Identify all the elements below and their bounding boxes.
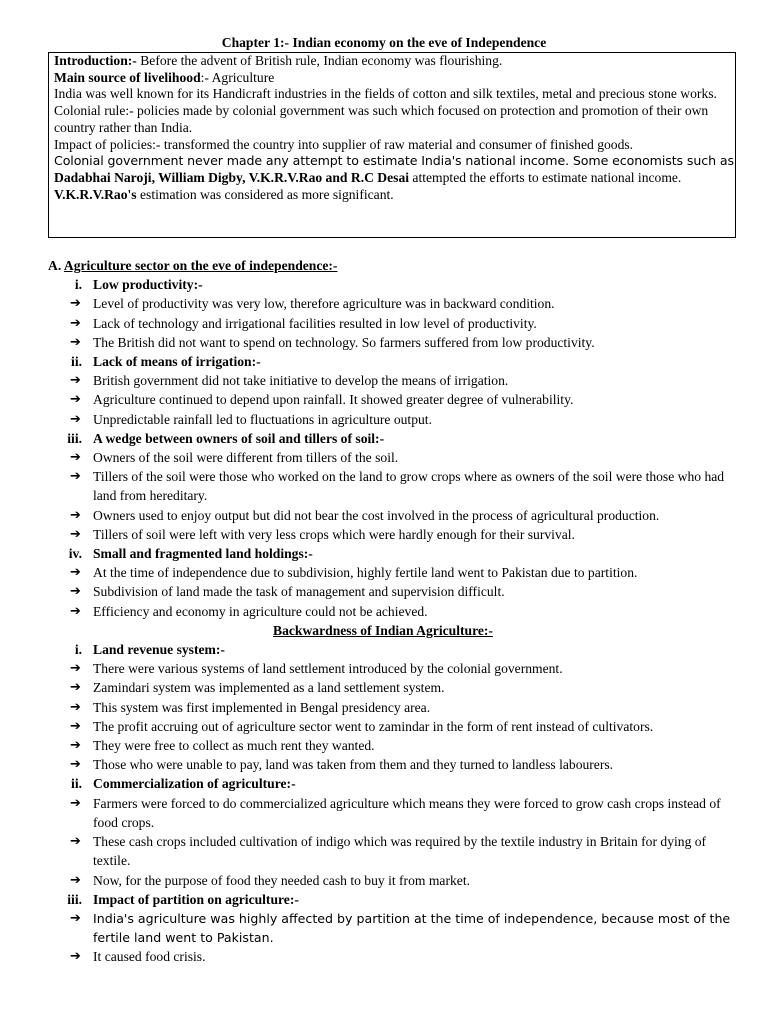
arrow-right-icon: ➔	[70, 334, 81, 350]
list-item: ➔ Level of productivity was very low, therefore agriculture was in backward condition.	[48, 294, 748, 313]
arrow-right-icon: ➔	[70, 565, 81, 581]
list-item: ➔ It caused food crisis.	[48, 947, 748, 966]
roman-numeral: i.	[74, 277, 82, 293]
arrow-right-icon: ➔	[70, 315, 81, 331]
introduction-label: Introduction:-	[54, 53, 137, 68]
list-item: ➔ Agriculture continued to depend upon rainfall. It showed greater degree of vulnerability.	[48, 390, 748, 409]
list-item: ➔ Efficiency and economy in agriculture could not be achieved.	[48, 602, 748, 621]
subsection	[48, 640, 748, 774]
list-item: ➔ British government did not take initiative to develop the means of irrigation.	[48, 371, 748, 390]
arrow-right-icon: ➔	[70, 584, 81, 600]
list-item: ➔ India's agriculture was highly affected by partition at the time of independence, because most of the fertile land went to Pakistan.	[70, 910, 731, 946]
arrow-right-icon: ➔	[70, 718, 81, 734]
list-item: ➔ The profit accruing out of agriculture sector went to zamindar in the form of rent instead of cultivators.	[48, 717, 748, 736]
subsection	[48, 275, 748, 352]
subsection-title: iv. Small and fragmented land holdings:-	[48, 544, 748, 563]
list-item: ➔ These cash crops included cultivation of indigo which was required by the textile industry in Britain for dying of textile.	[70, 834, 707, 869]
page-title: Chapter 1:- Indian economy on the eve of Independence	[221, 35, 547, 50]
list-item: ➔ Owners of the soil were different from tillers of the soil.	[48, 448, 748, 467]
list-item: ➔ Subdivision of land made the task of management and supervision difficult.	[48, 582, 748, 601]
list-item: ➔ Owners used to enjoy output but did not bear the cost involved in the process of agricultural production.	[48, 506, 748, 525]
roman-numeral: iv.	[68, 546, 82, 562]
introduction-box	[48, 52, 736, 238]
no-attempt-text: Colonial government never made any attempt to estimate India's national income. Some economists such as	[54, 153, 734, 169]
arrow-right-icon: ➔	[70, 661, 81, 677]
section-a-letter: A.	[48, 258, 64, 273]
arrow-right-icon: ➔	[70, 795, 81, 811]
subsection	[48, 890, 748, 967]
list-item: ➔ At the time of independence due to subdivision, highly fertile land went to Pakistan due to partition.	[48, 563, 748, 582]
content-body	[48, 256, 748, 967]
roman-numeral: ii.	[71, 776, 82, 792]
livelihood-text: :- Agriculture	[200, 69, 275, 85]
subsection	[48, 352, 748, 429]
roman-numeral: ii.	[71, 354, 82, 370]
arrow-right-icon: ➔	[70, 392, 81, 408]
section-a-heading	[48, 256, 748, 275]
arrow-right-icon: ➔	[70, 949, 81, 965]
economists-paragraph	[54, 153, 735, 186]
section-b-subsections	[48, 640, 748, 966]
list-item: ➔ There were various systems of land settlement introduced by the colonial government.	[48, 659, 748, 678]
roman-numeral: i.	[74, 642, 82, 658]
vkrv-label: V.K.R.V.Rao's	[54, 186, 137, 202]
arrow-right-icon: ➔	[70, 834, 81, 850]
arrow-right-icon: ➔	[70, 910, 81, 926]
list-item: ➔ Tillers of the soil were those who worked on the land to grow crops where as owners of the soil were those who had land from hereditary.	[70, 469, 725, 504]
subsection-title: i. Low productivity:-	[48, 275, 748, 294]
arrow-right-icon: ➔	[70, 872, 81, 888]
introduction-line	[54, 53, 735, 70]
vkrv-line	[54, 187, 735, 204]
list-item: ➔ This system was first implemented in Bengal presidency area.	[48, 698, 748, 717]
list-item: ➔ Unpredictable rainfall led to fluctuations in agriculture output.	[48, 410, 748, 429]
handicraft-text: India was well known for its Handicraft industries in the fields of cotton and silk textiles, metal and precious stone works.	[54, 86, 717, 102]
roman-numeral: iii.	[67, 430, 82, 446]
livelihood-label: Main source of livelihood	[54, 69, 201, 85]
list-item: ➔ Tillers of soil were left with very less crops which were hardly enough for their survival.	[48, 525, 748, 544]
subsection-title: ii. Lack of means of irrigation:-	[48, 352, 748, 371]
arrow-right-icon: ➔	[70, 450, 81, 466]
introduction-text: Before the advent of British rule, Indian economy was flourishing.	[136, 53, 503, 68]
subsection	[48, 429, 748, 544]
economists-names: Dadabhai Naroji, William Digby, V.K.R.V.Rao and R.C Desai	[54, 169, 410, 185]
vkrv-text: estimation was considered as more significant.	[136, 186, 394, 202]
section-a-title: Agriculture sector on the eve of independence:-	[63, 258, 338, 273]
subsection	[48, 544, 748, 621]
arrow-right-icon: ➔	[70, 296, 81, 312]
section-a-subsections	[48, 275, 748, 621]
roman-numeral: iii.	[67, 891, 82, 907]
economists-rest: attempted the efforts to estimate national income.	[409, 169, 682, 185]
list-item: ➔ Those who were unable to pay, land was taken from them and they turned to landless labourers.	[48, 755, 748, 774]
arrow-right-icon: ➔	[70, 411, 81, 427]
arrow-right-icon: ➔	[70, 603, 81, 619]
arrow-right-icon: ➔	[70, 738, 81, 754]
subsection-title: iii. A wedge between owners of soil and tillers of soil:-	[48, 429, 748, 448]
list-item: ➔ Zamindari system was implemented as a land settlement system.	[48, 678, 748, 697]
arrow-right-icon: ➔	[70, 469, 81, 485]
subsection-title: iii. Impact of partition on agriculture:-	[48, 890, 748, 909]
arrow-right-icon: ➔	[70, 680, 81, 696]
list-item: ➔ Farmers were forced to do commercialized agriculture which means they were forced to grow cash crops instead of food crops.	[70, 795, 721, 830]
livelihood-line	[54, 70, 735, 87]
list-item: ➔ They were free to collect as much rent they wanted.	[48, 736, 748, 755]
arrow-right-icon: ➔	[70, 373, 81, 389]
subsection	[48, 774, 748, 889]
arrow-right-icon: ➔	[70, 526, 81, 542]
impact-text: Impact of policies:- transformed the country into supplier of raw material and consumer of finished goods.	[54, 136, 634, 152]
arrow-right-icon: ➔	[70, 699, 81, 715]
list-item: ➔ Lack of technology and irrigational facilities resulted in low level of productivity.	[48, 314, 748, 333]
list-item: ➔ Now, for the purpose of food they needed cash to buy it from market.	[48, 871, 748, 890]
subsection-title: i. Land revenue system:-	[48, 640, 748, 659]
colonial-rule-text: Colonial rule:- policies made by colonial government was such which focused on protection and promotion of their own country rather than India.	[54, 103, 709, 135]
subsection-title: ii. Commercialization of agriculture:-	[48, 774, 748, 793]
arrow-right-icon: ➔	[70, 757, 81, 773]
list-item: ➔ The British did not want to spend on technology. So farmers suffered from low productivity.	[48, 333, 748, 352]
arrow-right-icon: ➔	[70, 507, 81, 523]
section-b-heading: Backwardness of Indian Agriculture:-	[273, 622, 493, 638]
